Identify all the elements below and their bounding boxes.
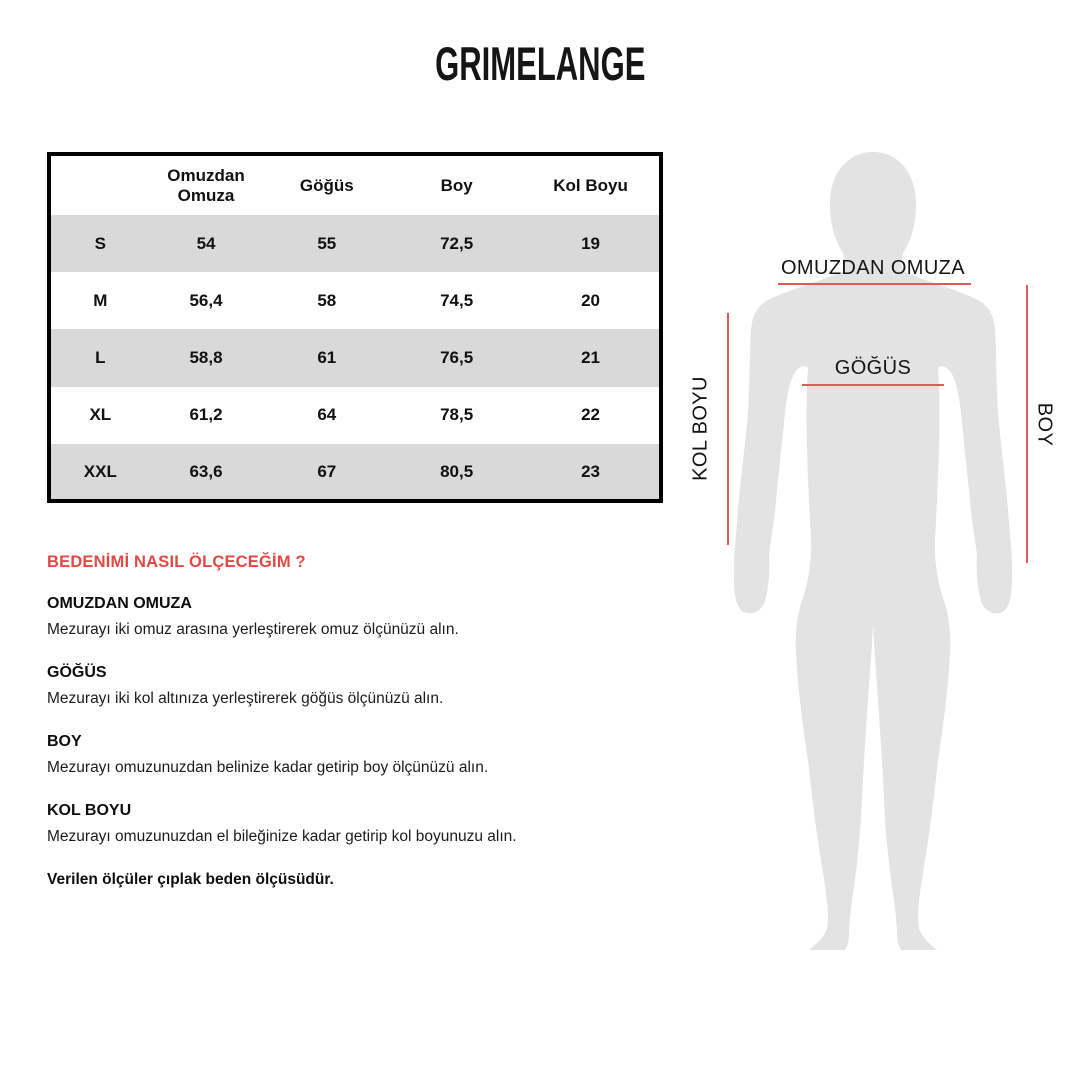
cell-length: 74,5 (440, 291, 474, 310)
header-length: Boy (440, 175, 473, 195)
guide-section-text: Mezurayı iki omuz arasına yerleştirerek omuz ölçünüzü alın. (47, 621, 459, 638)
cell-chest: 55 (317, 233, 337, 253)
length-measure-label: BOY (1033, 402, 1056, 447)
guide-section (47, 663, 647, 708)
cell-shoulder: 56,4 (189, 291, 223, 310)
guide-section-text: Mezurayı omuzunuzdan el bileğinize kadar getirip kol boyunuzu alın. (47, 828, 517, 845)
header-empty (49, 154, 150, 215)
guide-section (47, 594, 647, 639)
size-label: XXL (83, 461, 117, 481)
table-row (49, 444, 661, 501)
cell-length: 80,5 (440, 461, 474, 481)
table-row (49, 387, 661, 444)
header-sleeve: Kol Boyu (553, 175, 628, 195)
size-label: L (95, 348, 106, 368)
guide-note: Verilen ölçüler çıplak beden ölçüsüdür. (47, 871, 334, 888)
measuring-guide (47, 552, 647, 889)
cell-chest: 58 (317, 291, 337, 310)
sleeve-measure-label: KOL BOYU (689, 376, 712, 481)
shoulder-measure-line (778, 283, 971, 285)
length-measure-line (1026, 285, 1028, 563)
brand-logo: GRIMELANGE (434, 37, 646, 90)
cell-chest: 64 (317, 405, 337, 425)
chest-measure-line (802, 384, 944, 386)
brand-header (0, 36, 1080, 91)
guide-section-text: Mezurayı iki kol altınıza yerleştirerek göğüs ölçünüzü alın. (47, 690, 444, 707)
cell-length: 78,5 (440, 405, 474, 425)
guide-section-heading: KOL BOYU (47, 802, 132, 819)
size-label: M (93, 291, 108, 310)
cell-shoulder: 61,2 (189, 405, 223, 425)
sleeve-measure-line (727, 313, 729, 545)
table-row (49, 329, 661, 386)
guide-section-text: Mezurayı omuzunuzdan belinize kadar getirip boy ölçünüzü alın. (47, 759, 489, 776)
cell-length: 72,5 (440, 233, 474, 253)
table-row (49, 272, 661, 329)
guide-section-heading: OMUZDAN OMUZA (47, 595, 192, 612)
guide-section (47, 732, 647, 777)
size-table (47, 152, 663, 503)
cell-sleeve: 19 (581, 233, 600, 253)
guide-section-heading: GÖĞÜS (47, 664, 107, 681)
size-label: XL (89, 405, 112, 425)
guide-section (47, 801, 647, 846)
guide-title: BEDENİMİ NASIL ÖLÇECEĞİM ? (47, 553, 306, 571)
cell-sleeve: 23 (581, 461, 600, 481)
size-label: S (94, 233, 106, 253)
cell-length: 76,5 (440, 348, 474, 368)
cell-chest: 67 (317, 461, 337, 481)
header-chest: Göğüs (299, 175, 354, 195)
guide-section-heading: BOY (47, 733, 82, 750)
cell-chest: 61 (317, 348, 337, 368)
size-table-header (49, 154, 661, 215)
cell-shoulder: 63,6 (189, 461, 223, 481)
cell-sleeve: 21 (581, 348, 600, 368)
cell-sleeve: 20 (581, 291, 600, 310)
shoulder-measure-label: OMUZDAN OMUZA (780, 257, 966, 279)
table-row (49, 215, 661, 272)
header-shoulder: Omuzdan Omuza (167, 165, 245, 205)
cell-shoulder: 58,8 (189, 348, 223, 368)
cell-sleeve: 22 (581, 405, 600, 425)
cell-shoulder: 54 (196, 233, 216, 253)
chest-measure-label: GÖĞÜS (834, 357, 912, 379)
